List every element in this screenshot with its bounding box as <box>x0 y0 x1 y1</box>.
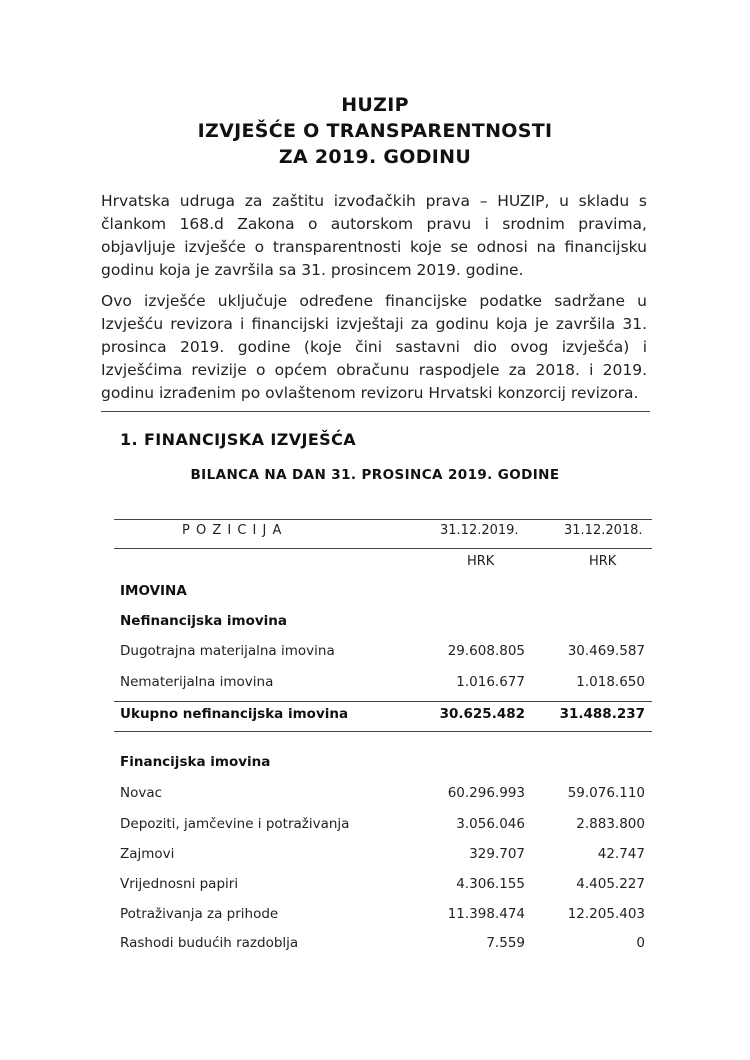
row-value-2018: 1.018.650 <box>576 674 645 690</box>
row-value-2018: 31.488.237 <box>559 706 645 722</box>
row-value-2018: 2.883.800 <box>576 816 645 832</box>
intro-paragraph-2-text: Ovo izvješće uključuje određene financijske podatke sadržane u Izvješću revizora i financijski izvještaji za godinu koja je završila 31. prosinca 2019. godine (koje čini sastavni dio ovog izvješća) i Izvješćima revizije o općem obračunu raspodjele za 2018. i 2019. godinu izrađenim po ovlaštenom revizoru Hrvatski konzorcij revizora. <box>101 292 647 402</box>
table-header-rule <box>114 548 652 549</box>
row-value-2019: 7.559 <box>486 935 525 951</box>
row-label: Financijska imovina <box>120 754 271 770</box>
row-value-2019: 4.306.155 <box>456 876 525 892</box>
subtotal-top-rule <box>114 701 652 702</box>
row-label: Rashodi budućih razdoblja <box>120 935 299 951</box>
currency-2019: HRK <box>467 554 495 569</box>
row-value-2018: 30.469.587 <box>567 643 645 659</box>
intro-paragraph-1-text: Hrvatska udruga za zaštitu izvođačkih prava – HUZIP, u skladu s člankom 168.d Zakona o autorskom pravu i srodnim pravima, objavljuje izvješće o transparentnosti koje se odnosi na financijsku godinu koja je završila sa 31. prosincem 2019. godine. <box>101 192 647 279</box>
table-heading: BILANCA NA DAN 31. PROSINCA 2019. GODINE <box>190 467 560 483</box>
row-label: Vrijednosni papiri <box>120 876 239 892</box>
column-header-2019: 31.12.2019. <box>440 523 519 538</box>
row-value-2018: 4.405.227 <box>576 876 645 892</box>
document-title <box>0 92 750 170</box>
row-value-2019: 29.608.805 <box>447 643 525 659</box>
row-value-2019: 30.625.482 <box>439 706 525 722</box>
row-value-2019: 11.398.474 <box>447 906 525 922</box>
currency-2018: HRK <box>589 554 617 569</box>
table-row <box>120 785 652 805</box>
title-report-name: IZVJEŠĆE O TRANSPARENTNOSTI <box>197 120 553 142</box>
table-row <box>120 846 652 866</box>
title-report-year: ZA 2019. GODINU <box>278 146 472 168</box>
row-label: Nefinancijska imovina <box>120 613 287 629</box>
row-value-2018: 59.076.110 <box>567 785 645 801</box>
table-row <box>120 816 652 836</box>
row-label: Ukupno nefinancijska imovina <box>120 706 349 722</box>
table-row-total <box>120 706 652 726</box>
section-heading: 1. FINANCIJSKA IZVJEŠĆA <box>120 430 357 449</box>
table-row <box>120 583 652 603</box>
table-row <box>120 674 652 694</box>
table-top-rule <box>114 519 652 520</box>
section-divider <box>101 411 650 412</box>
title-organization: HUZIP <box>341 94 409 116</box>
intro-paragraph-1 <box>101 190 647 282</box>
row-value-2019: 60.296.993 <box>447 785 525 801</box>
subtotal-bottom-rule <box>114 731 652 732</box>
table-row <box>120 906 652 926</box>
table-row <box>120 876 652 896</box>
row-value-2019: 1.016.677 <box>456 674 525 690</box>
row-label: Nematerijalna imovina <box>120 674 274 690</box>
row-value-2018: 0 <box>636 935 645 951</box>
row-label: IMOVINA <box>120 583 187 599</box>
column-header-position: P O Z I C I J A <box>182 523 283 538</box>
table-row <box>120 754 652 774</box>
row-value-2019: 3.056.046 <box>456 816 525 832</box>
row-label: Potraživanja za prihode <box>120 906 279 922</box>
row-label: Novac <box>120 785 163 801</box>
column-header-2018: 31.12.2018. <box>564 523 643 538</box>
row-value-2019: 329.707 <box>469 846 525 862</box>
table-row <box>120 935 652 955</box>
row-label: Depoziti, jamčevine i potraživanja <box>120 816 350 832</box>
row-value-2018: 12.205.403 <box>567 906 645 922</box>
row-label: Zajmovi <box>120 846 175 862</box>
row-label: Dugotrajna materijalna imovina <box>120 643 335 659</box>
table-row <box>120 643 652 663</box>
table-row <box>120 613 652 633</box>
intro-paragraph-2 <box>101 290 647 405</box>
row-value-2018: 42.747 <box>597 846 645 862</box>
